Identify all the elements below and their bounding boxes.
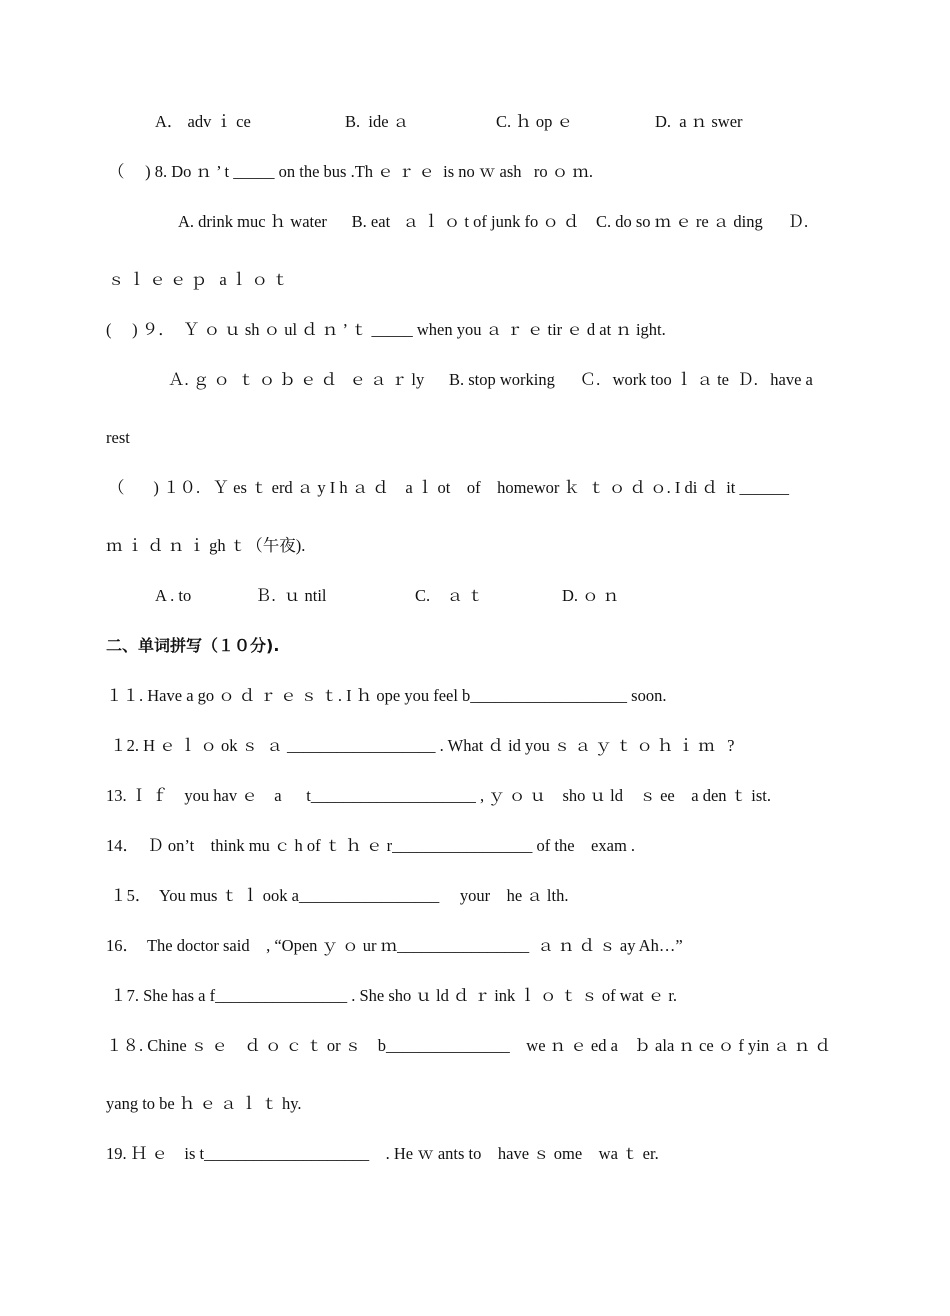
section-heading: 二、单词拼写（１０分). bbox=[106, 636, 280, 655]
q10-option-d: D. ｏ ｎ bbox=[562, 586, 620, 605]
q9-options-line2: rest bbox=[106, 428, 130, 447]
q10-stem-line2: ｍ ｉ ｄ ｎ ｉ gh ｔ（午夜). bbox=[106, 536, 306, 555]
spelling-q16: 16． The doctor said , “Open ｙ ｏ ur ｍ________________ ａ ｎ ｄ ｓ ay Ah…” bbox=[106, 936, 683, 955]
q9-options-line1: Ａ. ｇ ｏ ｔ ｏ ｂ ｅ ｄ ｅ ａ ｒ ly B. stop working Ｃ. work too ｌ ａ te Ｄ. have a bbox=[168, 370, 813, 389]
q8-stem: （ ) 8. Do ｎ ’ t _____ on the bus .Th ｅ ｒ ｅ is no ｗ ash ro ｏ ｍ. bbox=[108, 162, 594, 181]
spelling-q15: １5． You mus ｔ ｌ ook a_________________ your he ａ lth. bbox=[106, 886, 569, 905]
spelling-q12: １2. H ｅ ｌ ｏ ok ｓ ａ __________________ . What ｄ id you ｓ ａ ｙ ｔ ｏ ｈ ｉ ｍ ? bbox=[106, 736, 735, 755]
spelling-q11: １１. Have a go ｏ ｄ ｒ ｅ ｓ ｔ. I ｈ ope you feel b___________________ soon. bbox=[106, 686, 667, 705]
q7-option-a: A． adv ｉ ce bbox=[155, 112, 251, 131]
spelling-q14: 14． Ｄ on’t think mu ｃ h of ｔ ｈ ｅ r_________________ of the exam . bbox=[106, 836, 636, 855]
q7-option-b: B. ide ａ bbox=[345, 112, 410, 131]
q8-options-line2: ｓ ｌ ｅ ｅ ｐ a ｌ ｏ ｔ bbox=[108, 270, 289, 289]
spelling-q13: 13. Ｉ ｆ you hav ｅ a t____________________ , ｙ ｏ ｕ sho ｕ ld ｓ ee a den ｔ ist. bbox=[106, 786, 771, 805]
spelling-q17: １7. She has a f________________ . She sho ｕ ld ｄ ｒ ink ｌ ｏ ｔ ｓ of wat ｅ r. bbox=[106, 986, 678, 1005]
spelling-q18-continued: yang to be ｈ ｅ ａ ｌ ｔ hy. bbox=[106, 1094, 302, 1113]
q7-option-c: C. ｈ op ｅ bbox=[496, 112, 574, 131]
spelling-q18: １８. Chine ｓ ｅ ｄ ｏ ｃ ｔ or ｓ b_______________ we ｎ ｅ ed a ｂ ala ｎ ce ｏ f yin ａ ｎ ｄ bbox=[106, 1036, 832, 1055]
q10-stem: （ ) １０. Ｙ es ｔ erd ａ y I h ａ ｄ a ｌ ot of homewor ｋ ｔ ｏ ｄ ｏ. I di ｄ it ______ bbox=[108, 478, 790, 497]
q10-option-b: Ｂ. ｕ ntil bbox=[255, 586, 327, 605]
spelling-q19: 19. Ｈ ｅ is t____________________ . He ｗ ants to have ｓ ome wa ｔ er. bbox=[106, 1144, 659, 1163]
q10-option-a: A . to bbox=[155, 586, 192, 605]
q9-stem: ( ) ９． Ｙ ｏ ｕ sh ｏ ul ｄ ｎ ’ ｔ _____ when you ａ ｒ ｅ tir ｅ d at ｎ ight. bbox=[106, 320, 666, 339]
q10-option-c: C. ａ ｔ bbox=[415, 586, 484, 605]
q8-options-line1: A. drink muc ｈ water B. eat ａ ｌ ｏ t of junk fo ｏ ｄ C. do so ｍ ｅ re ａ ding Ｄ. bbox=[178, 212, 809, 231]
q7-option-d: D. a ｎ swer bbox=[655, 112, 743, 131]
